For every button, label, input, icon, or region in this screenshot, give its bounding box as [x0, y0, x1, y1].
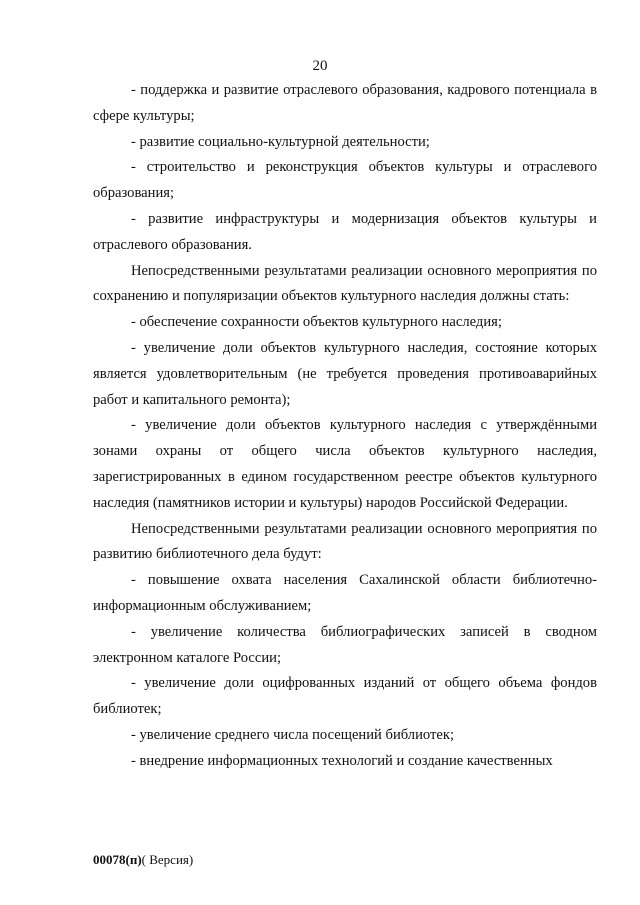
paragraph-8: - увеличение доли объектов культурного наследия с утверждёнными зонами охраны от общего числа объектов культурного наследия, зарегистрированных в едином государственном реестре объектов культурного наследия (памятников истории и культуры) народов Российской Федерации.: [93, 417, 597, 511]
paragraph-9: Непосредственными результатами реализации основного мероприятия по развитию библиотечного дела будут:: [93, 520, 597, 563]
paragraph-14: - внедрение информационных технологий и создание качественных: [131, 752, 553, 769]
paragraph-7: - увеличение доли объектов культурного наследия, состояние которых является удовлетворительным (не требуется проведения противоаварийных работ и капитального ремонта);: [93, 339, 597, 408]
paragraph-11: - увеличение количества библиографических записей в сводном электронном каталоге России;: [93, 623, 597, 666]
document-footer: [93, 851, 193, 869]
document-code: 00078(п): [93, 852, 142, 867]
paragraph-6: - обеспечение сохранности объектов культурного наследия;: [131, 314, 502, 331]
document-body: [93, 78, 597, 775]
page-number: 20: [312, 58, 328, 74]
paragraph-4: - развитие инфраструктуры и модернизация объектов культуры и отраслевого образования.: [93, 210, 597, 253]
document-version: ( Версия): [141, 852, 194, 867]
paragraph-10: - повышение охвата населения Сахалинской области библиотечно-информационным обслуживанием;: [93, 572, 597, 614]
paragraph-1: - поддержка и развитие отраслевого образования, кадрового потенциала в сфере культуры;: [93, 82, 597, 124]
paragraph-3: - строительство и реконструкция объектов культуры и отраслевого образования;: [93, 159, 597, 202]
paragraph-5: Непосредственными результатами реализации основного мероприятия по сохранению и популяризации объектов культурного наследия должны стать:: [93, 262, 597, 305]
paragraph-13: - увеличение среднего числа посещений библиотек;: [131, 726, 455, 743]
paragraph-2: - развитие социально-культурной деятельности;: [131, 133, 430, 150]
paragraph-12: - увеличение доли оцифрованных изданий от общего объема фондов библиотек;: [93, 675, 597, 718]
